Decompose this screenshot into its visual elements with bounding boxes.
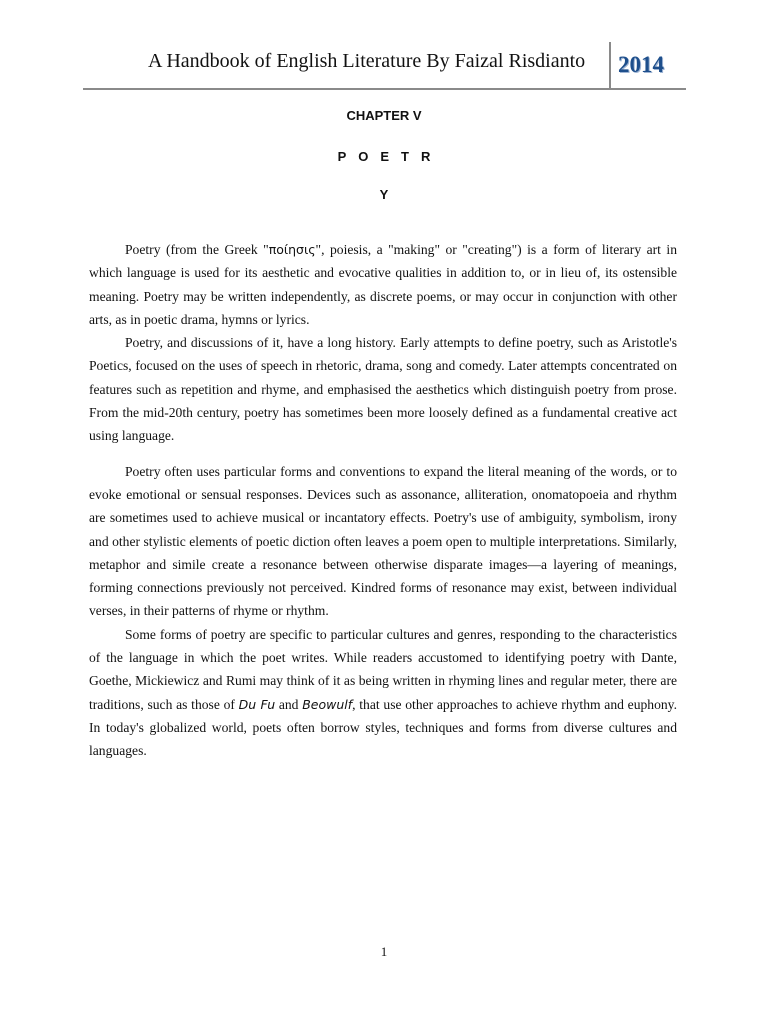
paragraph-2: Poetry, and discussions of it, have a long history. Early attempts to define poetry, such as Aristotle's Poetics, focused on the uses of speech in rhetoric, drama, song and comedy. Later attempts concentrated on features such as repetition and rhyme, and emphasised the aesthetics which distinguish poetry from prose. From the mid-20th century, poetry has sometimes been more loosely defined as a fundamental creative act using language. (89, 335, 677, 444)
paragraph-4 (89, 623, 677, 763)
p4-text-b: and (275, 696, 303, 712)
header-year: 2014 (618, 52, 664, 77)
p4-italic-du-fu: Du Fu (238, 696, 276, 712)
paragraph-1 (89, 238, 677, 331)
header-title: A Handbook of English Literature By Faizal Risdianto (148, 50, 586, 72)
p1-greek-word: ποίησις (268, 242, 316, 257)
header-rule (83, 88, 686, 90)
page-number: 1 (380, 944, 388, 959)
chapter-label: CHAPTER V (346, 108, 422, 123)
header-divider (609, 42, 611, 88)
chapter-title-line2: Y (379, 187, 389, 202)
p4-italic-beowulf: Beowulf (302, 696, 353, 712)
p4-text-a: Some forms of poetry are specific to particular cultures and genres, responding to the characteristics of the language in which the poet writes. While readers accustomed to identifying poetry with Dante, Goethe, Mickiewicz and Rumi may think of it as being written in rhyming lines and regular meter, there are traditions, such as those of (89, 626, 677, 712)
p1-text-b: ", poiesis, a "making" or "creating") is a form of literary art in which language is used for its aesthetic and evocative qualities in addition to, or in lieu of, its ostensible meaning. Poetry may be written independently, as discrete poems, or may occur in conjunction with other arts, as in poetic drama, hymns or lyrics. (89, 242, 677, 327)
body-text (89, 238, 677, 763)
p4-text-c: , that use other approaches to achieve rhythm and euphony. In today's globalized world, poets often borrow styles, techniques and forms from diverse cultures and languages. (89, 696, 677, 759)
chapter-title-line1: POETR (337, 149, 443, 164)
p1-text-a: Poetry (from the Greek " (125, 242, 269, 257)
paragraph-3: Poetry often uses particular forms and conventions to expand the literal meaning of the words, or to evoke emotional or sensual responses. Devices such as assonance, alliteration, onomatopoeia and rhythm are sometimes used to achieve musical or incantatory effects. Poetry's use of ambiguity, symbolism, irony and other stylistic elements of poetic diction often leaves a poem open to multiple interpretations. Similarly, metaphor and simile create a resonance between otherwise disparate images—a layering of meanings, forming connections previously not perceived. Kindred forms of resonance may exist, between individual verses, in their patterns of rhyme or rhythm. (89, 463, 677, 619)
